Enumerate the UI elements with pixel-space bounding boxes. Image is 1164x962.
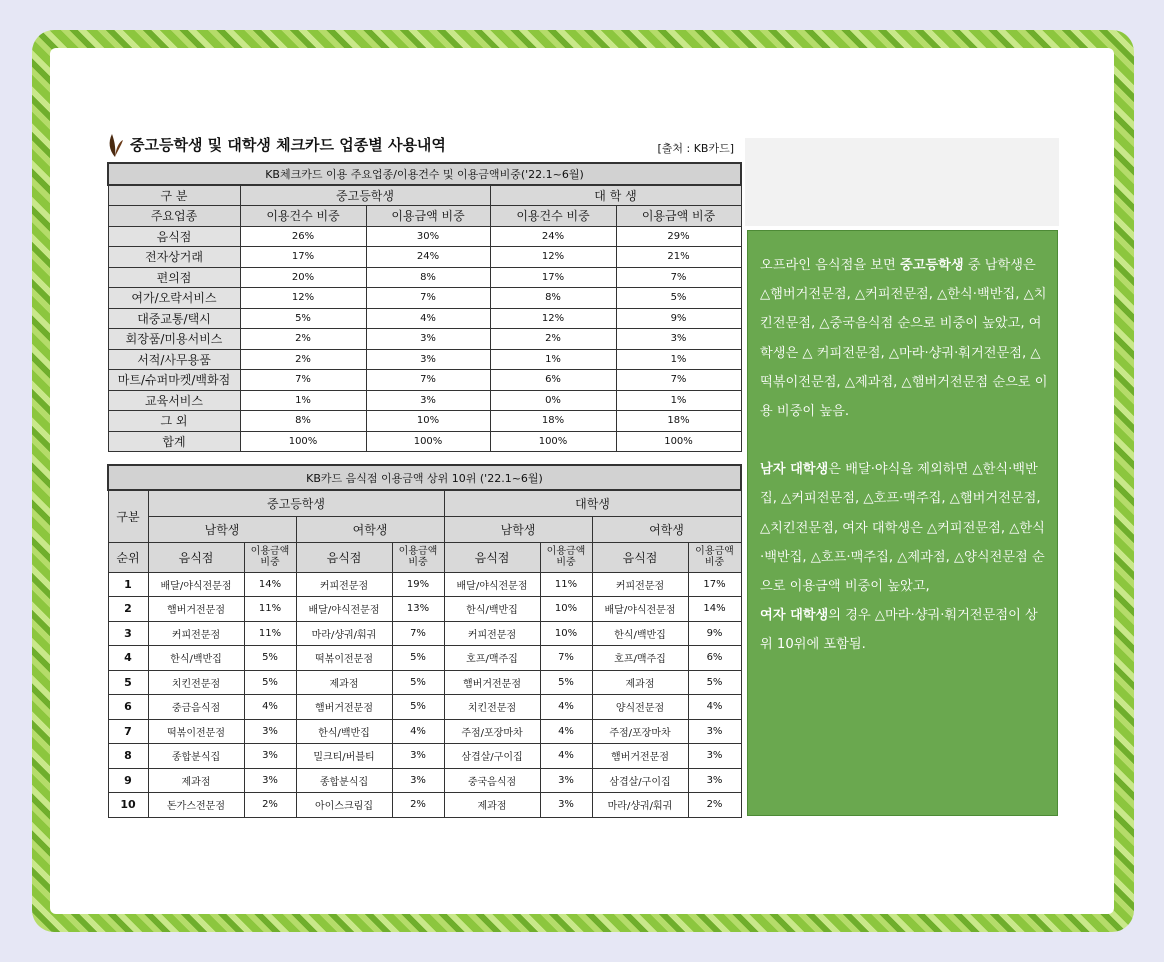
store-cell: 중금음식점 <box>148 695 244 720</box>
table-row <box>108 390 741 411</box>
table-row <box>108 670 741 695</box>
store-cell: 삼겹살/구이집 <box>444 744 540 769</box>
table-row <box>108 431 741 452</box>
summary-highlight: 중고등학생 <box>899 258 964 273</box>
store-cell: 마라/샹궈/훠궈 <box>296 621 392 646</box>
value-cell: 7% <box>366 370 490 391</box>
table-row <box>108 370 741 391</box>
group-uni-header: 대학생 <box>444 490 741 516</box>
table-row <box>108 308 741 329</box>
ratio-header-line-1: 이용금액 <box>250 546 290 557</box>
value-cell: 20% <box>240 267 366 288</box>
value-cell: 1% <box>616 349 741 370</box>
ratio-cell: 17% <box>688 572 741 597</box>
ratio-cell: 7% <box>540 646 592 671</box>
ratio-cell: 11% <box>244 597 296 622</box>
ratio-cell: 3% <box>392 768 444 793</box>
value-cell: 100% <box>366 431 490 452</box>
summary-text: 의 경우 △마라·샹궈·훠거전문점이 상위 10위에 포함됨. <box>760 608 1038 653</box>
store-cell: 호프/맥주집 <box>444 646 540 671</box>
store-cell: 한식/백반집 <box>592 621 688 646</box>
ratio-cell: 3% <box>540 768 592 793</box>
table-row <box>108 267 741 288</box>
summary-panel <box>747 230 1058 816</box>
store-header: 음식점 <box>444 542 540 572</box>
ratio-header-line-2: 비중 <box>556 557 576 568</box>
ratio-cell: 4% <box>688 695 741 720</box>
store-cell: 커피전문점 <box>444 621 540 646</box>
summary-paragraph-3 <box>760 601 1049 659</box>
rank-cell: 5 <box>108 670 148 695</box>
ratio-cell: 14% <box>244 572 296 597</box>
value-cell: 1% <box>490 349 616 370</box>
store-header: 음식점 <box>592 542 688 572</box>
store-cell: 떡볶이전문점 <box>148 719 244 744</box>
category-cell: 전자상거래 <box>108 247 240 268</box>
value-cell: 100% <box>240 431 366 452</box>
ratio-header-line-1: 이용금액 <box>546 546 586 557</box>
store-cell: 주점/포장마차 <box>592 719 688 744</box>
category-cell: 음식점 <box>108 226 240 247</box>
value-cell: 18% <box>490 411 616 432</box>
value-cell: 0% <box>490 390 616 411</box>
ratio-header <box>244 542 296 572</box>
col-amount-header: 이용금액 비중 <box>366 206 490 227</box>
ratio-cell: 5% <box>392 670 444 695</box>
value-cell: 7% <box>240 370 366 391</box>
table-row <box>108 744 741 769</box>
col-group-label: 구분 <box>108 490 148 542</box>
store-header: 음식점 <box>148 542 244 572</box>
table-row <box>108 349 741 370</box>
col-amount-header: 이용금액 비중 <box>616 206 741 227</box>
ratio-cell: 6% <box>688 646 741 671</box>
store-cell: 종합분식집 <box>148 744 244 769</box>
paragraph-gap <box>760 426 1049 455</box>
ratio-cell: 2% <box>392 793 444 818</box>
ratio-cell: 9% <box>688 621 741 646</box>
value-cell: 1% <box>616 390 741 411</box>
table-caption: KB카드 음식점 이용금액 상위 10위 ('22.1~6월) <box>108 465 741 490</box>
rank-cell: 10 <box>108 793 148 818</box>
grey-spacer-panel <box>745 138 1059 226</box>
rank-cell: 9 <box>108 768 148 793</box>
table-row <box>108 247 741 268</box>
store-header: 음식점 <box>296 542 392 572</box>
value-cell: 3% <box>366 329 490 350</box>
table-row <box>108 329 741 350</box>
summary-paragraph-1 <box>760 251 1049 426</box>
ratio-cell: 5% <box>244 670 296 695</box>
ratio-cell: 5% <box>540 670 592 695</box>
store-cell: 돈가스전문점 <box>148 793 244 818</box>
table-row <box>108 768 741 793</box>
value-cell: 5% <box>240 308 366 329</box>
category-cell: 합계 <box>108 431 240 452</box>
ratio-cell: 4% <box>540 719 592 744</box>
value-cell: 29% <box>616 226 741 247</box>
store-cell: 제과점 <box>148 768 244 793</box>
summary-highlight: 여자 대학생 <box>760 608 829 624</box>
value-cell: 17% <box>490 267 616 288</box>
source-label: [출처 : KB카드] <box>657 142 734 155</box>
ratio-cell: 3% <box>244 744 296 769</box>
store-cell: 햄버거전문점 <box>296 695 392 720</box>
category-usage-table <box>107 162 742 452</box>
male-header: 남학생 <box>444 516 592 542</box>
ratio-cell: 5% <box>392 646 444 671</box>
female-header: 여학생 <box>592 516 741 542</box>
rank-cell: 3 <box>108 621 148 646</box>
rank-header: 순위 <box>108 542 148 572</box>
ratio-header <box>688 542 741 572</box>
table-row <box>108 226 741 247</box>
ratio-header-line-1: 이용금액 <box>398 546 438 557</box>
value-cell: 2% <box>240 349 366 370</box>
col-count-header: 이용건수 비중 <box>240 206 366 227</box>
ratio-cell: 14% <box>688 597 741 622</box>
store-cell: 배달/야식전문점 <box>148 572 244 597</box>
table-row <box>108 695 741 720</box>
rank-cell: 6 <box>108 695 148 720</box>
summary-paragraph-2 <box>760 455 1049 601</box>
value-cell: 100% <box>490 431 616 452</box>
store-cell: 한식/백반집 <box>296 719 392 744</box>
page-title: 중고등학생 및 대학생 체크카드 업종별 사용내역 <box>130 136 446 154</box>
ratio-cell: 19% <box>392 572 444 597</box>
ratio-cell: 10% <box>540 597 592 622</box>
rank-cell: 2 <box>108 597 148 622</box>
ratio-cell: 5% <box>392 695 444 720</box>
store-cell: 배달/야식전문점 <box>296 597 392 622</box>
category-cell: 마트/슈퍼마켓/백화점 <box>108 370 240 391</box>
male-header: 남학생 <box>148 516 296 542</box>
value-cell: 100% <box>616 431 741 452</box>
store-cell: 햄버거전문점 <box>592 744 688 769</box>
value-cell: 3% <box>366 390 490 411</box>
table-row <box>108 597 741 622</box>
leaf-bullet-icon <box>106 132 124 158</box>
table-row <box>108 719 741 744</box>
value-cell: 12% <box>490 247 616 268</box>
category-cell: 대중교통/택시 <box>108 308 240 329</box>
value-cell: 24% <box>490 226 616 247</box>
store-cell: 중국음식점 <box>444 768 540 793</box>
store-cell: 주점/포장마차 <box>444 719 540 744</box>
value-cell: 12% <box>490 308 616 329</box>
table-row <box>108 572 741 597</box>
value-cell: 7% <box>616 370 741 391</box>
value-cell: 2% <box>490 329 616 350</box>
store-cell: 커피전문점 <box>592 572 688 597</box>
ratio-cell: 3% <box>688 768 741 793</box>
store-cell: 커피전문점 <box>296 572 392 597</box>
table-row <box>108 646 741 671</box>
ratio-cell: 7% <box>392 621 444 646</box>
ratio-cell: 3% <box>688 719 741 744</box>
store-cell: 제과점 <box>296 670 392 695</box>
table-row <box>108 411 741 432</box>
store-cell: 삼겹살/구이집 <box>592 768 688 793</box>
restaurant-ranking-table <box>107 464 742 818</box>
store-cell: 양식전문점 <box>592 695 688 720</box>
value-cell: 7% <box>616 267 741 288</box>
ratio-cell: 10% <box>540 621 592 646</box>
store-cell: 호프/맥주집 <box>592 646 688 671</box>
ratio-cell: 3% <box>244 768 296 793</box>
summary-text: 중 남학생은 △햄버거전문점, △커피전문점, △한식·백반집, △치킨전문점, △중국음식점 순으로 비중이 높았고, 여학생은 △ 커피전문점, △마라·샹궈·훠거전문점, △떡볶이전문점, △제과점, △햄버거전문점 순으로 이용 비중이 높음. <box>760 258 1048 420</box>
category-cell: 여가/오락서비스 <box>108 288 240 309</box>
store-cell: 제과점 <box>592 670 688 695</box>
ratio-cell: 4% <box>540 744 592 769</box>
female-header: 여학생 <box>296 516 444 542</box>
value-cell: 8% <box>366 267 490 288</box>
ratio-cell: 5% <box>244 646 296 671</box>
store-cell: 햄버거전문점 <box>148 597 244 622</box>
table-row <box>108 793 741 818</box>
col-main-header: 주요업종 <box>108 206 240 227</box>
ratio-header-line-2: 비중 <box>408 557 428 568</box>
group-mid-header: 중고등학생 <box>240 185 490 206</box>
ratio-cell: 11% <box>540 572 592 597</box>
value-cell: 5% <box>616 288 741 309</box>
value-cell: 8% <box>490 288 616 309</box>
table-row <box>108 621 741 646</box>
store-cell: 밀크티/버블티 <box>296 744 392 769</box>
group-uni-header: 대 학 생 <box>490 185 741 206</box>
table-row <box>108 288 741 309</box>
value-cell: 10% <box>366 411 490 432</box>
value-cell: 21% <box>616 247 741 268</box>
category-cell: 서적/사무용품 <box>108 349 240 370</box>
ratio-header-line-2: 비중 <box>704 557 725 568</box>
value-cell: 6% <box>490 370 616 391</box>
value-cell: 2% <box>240 329 366 350</box>
store-cell: 햄버거전문점 <box>444 670 540 695</box>
value-cell: 17% <box>240 247 366 268</box>
title-row <box>106 130 742 160</box>
value-cell: 26% <box>240 226 366 247</box>
col-group-label: 구 분 <box>108 185 240 206</box>
store-cell: 떡볶이전문점 <box>296 646 392 671</box>
col-count-header: 이용건수 비중 <box>490 206 616 227</box>
ratio-header-line-1: 이용금액 <box>695 546 734 557</box>
value-cell: 18% <box>616 411 741 432</box>
rank-cell: 8 <box>108 744 148 769</box>
value-cell: 24% <box>366 247 490 268</box>
value-cell: 3% <box>616 329 741 350</box>
ratio-header <box>540 542 592 572</box>
store-cell: 커피전문점 <box>148 621 244 646</box>
rank-cell: 1 <box>108 572 148 597</box>
store-cell: 치킨전문점 <box>148 670 244 695</box>
category-cell: 교육서비스 <box>108 390 240 411</box>
value-cell: 9% <box>616 308 741 329</box>
ratio-cell: 13% <box>392 597 444 622</box>
rank-cell: 4 <box>108 646 148 671</box>
ratio-cell: 2% <box>244 793 296 818</box>
store-cell: 한식/백반집 <box>148 646 244 671</box>
summary-text: 오프라인 음식점을 보면 <box>760 258 900 273</box>
summary-text: 은 배달·야식을 제외하면 △한식·백반집, △커피전문점, △호프·맥주집, △햄버거전문점, △치킨전문점, 여자 대학생은 △커피전문점, △한식·백반집, △호프·맥주집, △제과점, △양식전문점 순으로 이용금액 비중이 높았고, <box>760 462 1045 595</box>
category-cell: 편의점 <box>108 267 240 288</box>
ratio-cell: 3% <box>392 744 444 769</box>
category-cell: 그 외 <box>108 411 240 432</box>
store-cell: 배달/야식전문점 <box>444 572 540 597</box>
ratio-cell: 2% <box>688 793 741 818</box>
store-cell: 치킨전문점 <box>444 695 540 720</box>
value-cell: 3% <box>366 349 490 370</box>
value-cell: 1% <box>240 390 366 411</box>
value-cell: 12% <box>240 288 366 309</box>
category-cell: 회장품/미용서비스 <box>108 329 240 350</box>
ratio-cell: 3% <box>688 744 741 769</box>
value-cell: 4% <box>366 308 490 329</box>
group-mid-header: 중고등학생 <box>148 490 444 516</box>
store-cell: 마라/샹궈/훠궈 <box>592 793 688 818</box>
ratio-cell: 4% <box>244 695 296 720</box>
store-cell: 아이스크림집 <box>296 793 392 818</box>
store-cell: 종합분식집 <box>296 768 392 793</box>
value-cell: 30% <box>366 226 490 247</box>
value-cell: 7% <box>366 288 490 309</box>
value-cell: 8% <box>240 411 366 432</box>
store-cell: 배달/야식전문점 <box>592 597 688 622</box>
ratio-cell: 5% <box>688 670 741 695</box>
ratio-cell: 3% <box>540 793 592 818</box>
store-cell: 제과점 <box>444 793 540 818</box>
ratio-cell: 3% <box>244 719 296 744</box>
ratio-cell: 4% <box>540 695 592 720</box>
rank-cell: 7 <box>108 719 148 744</box>
ratio-cell: 4% <box>392 719 444 744</box>
store-cell: 한식/백반집 <box>444 597 540 622</box>
ratio-header-line-2: 비중 <box>260 557 280 568</box>
ratio-cell: 11% <box>244 621 296 646</box>
table-caption: KB체크카드 이용 주요업종/이용건수 및 이용금액비중('22.1~6월) <box>108 163 741 185</box>
ratio-header <box>392 542 444 572</box>
summary-highlight: 남자 대학생 <box>760 462 829 478</box>
